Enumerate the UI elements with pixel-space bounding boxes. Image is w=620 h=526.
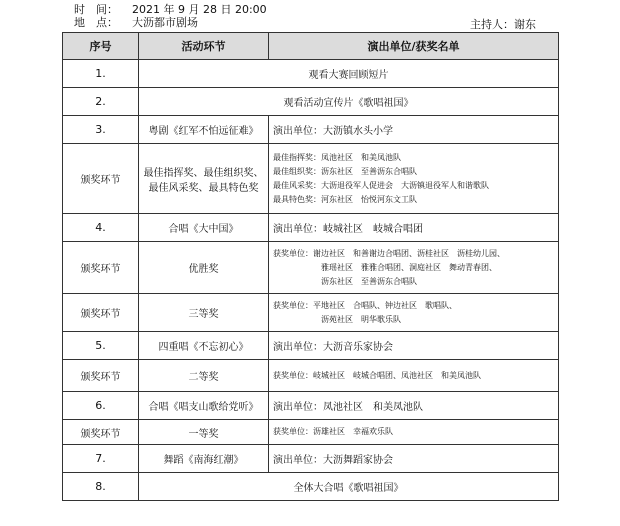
row-awardees xyxy=(269,420,559,445)
row-segment: 三等奖 xyxy=(139,294,269,332)
awardee-line: 获奖单位：谢边社区 和善谢边合唱团、沥桂社区 沥桂幼儿园、 xyxy=(273,248,505,258)
time-value: 2021 年 9 月 28 日 20:00 xyxy=(132,3,267,16)
awardee-line: 最佳组织奖：沥东社区 至善沥东合唱队 xyxy=(273,166,417,176)
row-number: 8. xyxy=(63,473,139,501)
place-line xyxy=(74,16,198,29)
awardee-line: 最佳风采奖：大沥退役军人促进会 大沥镇退役军人和谐歌队 xyxy=(273,180,489,190)
table-row xyxy=(63,294,559,332)
table-row xyxy=(63,360,559,392)
segment-line: 最佳指挥奖、最佳组织奖、 xyxy=(143,167,264,179)
table-row xyxy=(63,144,559,214)
col-header-number: 序号 xyxy=(63,33,139,60)
table-row xyxy=(63,445,559,473)
time-line xyxy=(74,3,267,16)
row-section-label: 颁奖环节 xyxy=(63,360,139,392)
row-section-label: 颁奖环节 xyxy=(63,420,139,445)
awardee-line: 沥东社区 至善沥东合唱队 xyxy=(321,276,417,286)
row-segment: 四重唱《不忘初心》 xyxy=(139,332,269,360)
place-value: 大沥都市剧场 xyxy=(132,16,198,29)
awardee-line: 沥苑社区 明华歌乐队 xyxy=(321,314,401,324)
row-performer: 演出单位：大沥舞蹈家协会 xyxy=(269,445,559,473)
col-header-performer: 演出单位/获奖名单 xyxy=(269,33,559,60)
awardee-line: 雅瑶社区 雅雅合唱团、洞庭社区 舞动青春团、 xyxy=(321,262,497,272)
row-performer: 演出单位：大沥音乐家协会 xyxy=(269,332,559,360)
row-segment: 二等奖 xyxy=(139,360,269,392)
awardee-line: 获奖单位：岐城社区 岐城合唱团、凤池社区 和美凤池队 xyxy=(273,370,481,380)
row-segment: 舞蹈《南海红潮》 xyxy=(139,445,269,473)
row-segment: 粤剧《红军不怕远征难》 xyxy=(139,116,269,144)
table-header-row xyxy=(63,33,559,60)
row-awardees xyxy=(269,242,559,294)
segment-line: 最佳风采奖、最具特色奖 xyxy=(148,182,259,194)
row-number: 4. xyxy=(63,214,139,242)
row-number: 3. xyxy=(63,116,139,144)
table-row xyxy=(63,116,559,144)
program-table xyxy=(62,32,559,501)
table-row xyxy=(63,332,559,360)
row-segment: 优胜奖 xyxy=(139,242,269,294)
row-segment: 合唱《唱支山歌给党听》 xyxy=(139,392,269,420)
row-awardees xyxy=(269,144,559,214)
table-row xyxy=(63,88,559,116)
table-row xyxy=(63,473,559,501)
row-section-label: 颁奖环节 xyxy=(63,294,139,332)
row-section-label: 颁奖环节 xyxy=(63,242,139,294)
row-section-label: 颁奖环节 xyxy=(63,144,139,214)
row-awardees xyxy=(269,294,559,332)
row-number: 1. xyxy=(63,60,139,88)
host-name: 主持人：谢东 xyxy=(470,18,536,31)
row-content: 全体大合唱《歌唱祖国》 xyxy=(139,473,559,501)
row-number: 7. xyxy=(63,445,139,473)
row-awardees xyxy=(269,360,559,392)
table-row xyxy=(63,60,559,88)
row-segment: 一等奖 xyxy=(139,420,269,445)
row-number: 5. xyxy=(63,332,139,360)
row-segment xyxy=(139,144,269,214)
time-label: 时 间： xyxy=(74,3,118,16)
row-number: 6. xyxy=(63,392,139,420)
awardee-line: 获奖单位：沥雄社区 幸福欢乐队 xyxy=(273,427,393,436)
row-performer: 演出单位：岐城社区 岐城合唱团 xyxy=(269,214,559,242)
row-segment: 合唱《大中国》 xyxy=(139,214,269,242)
table-row xyxy=(63,242,559,294)
place-label: 地 点： xyxy=(74,16,118,29)
table-row xyxy=(63,214,559,242)
row-content: 观看大赛回顾短片 xyxy=(139,60,559,88)
table-row xyxy=(63,420,559,445)
awardee-line: 最佳指挥奖：凤池社区 和美凤池队 xyxy=(273,152,401,162)
awardee-line: 最具特色奖：河东社区 怡悦河东文工队 xyxy=(273,194,417,204)
awardee-line: 获奖单位：平地社区 合唱队、钟边社区 歌唱队、 xyxy=(273,300,457,310)
table-row xyxy=(63,392,559,420)
col-header-segment: 活动环节 xyxy=(139,33,269,60)
row-performer: 演出单位：凤池社区 和美凤池队 xyxy=(269,392,559,420)
row-number: 2. xyxy=(63,88,139,116)
row-content: 观看活动宣传片《歌唱祖国》 xyxy=(139,88,559,116)
row-performer: 演出单位：大沥镇水头小学 xyxy=(269,116,559,144)
